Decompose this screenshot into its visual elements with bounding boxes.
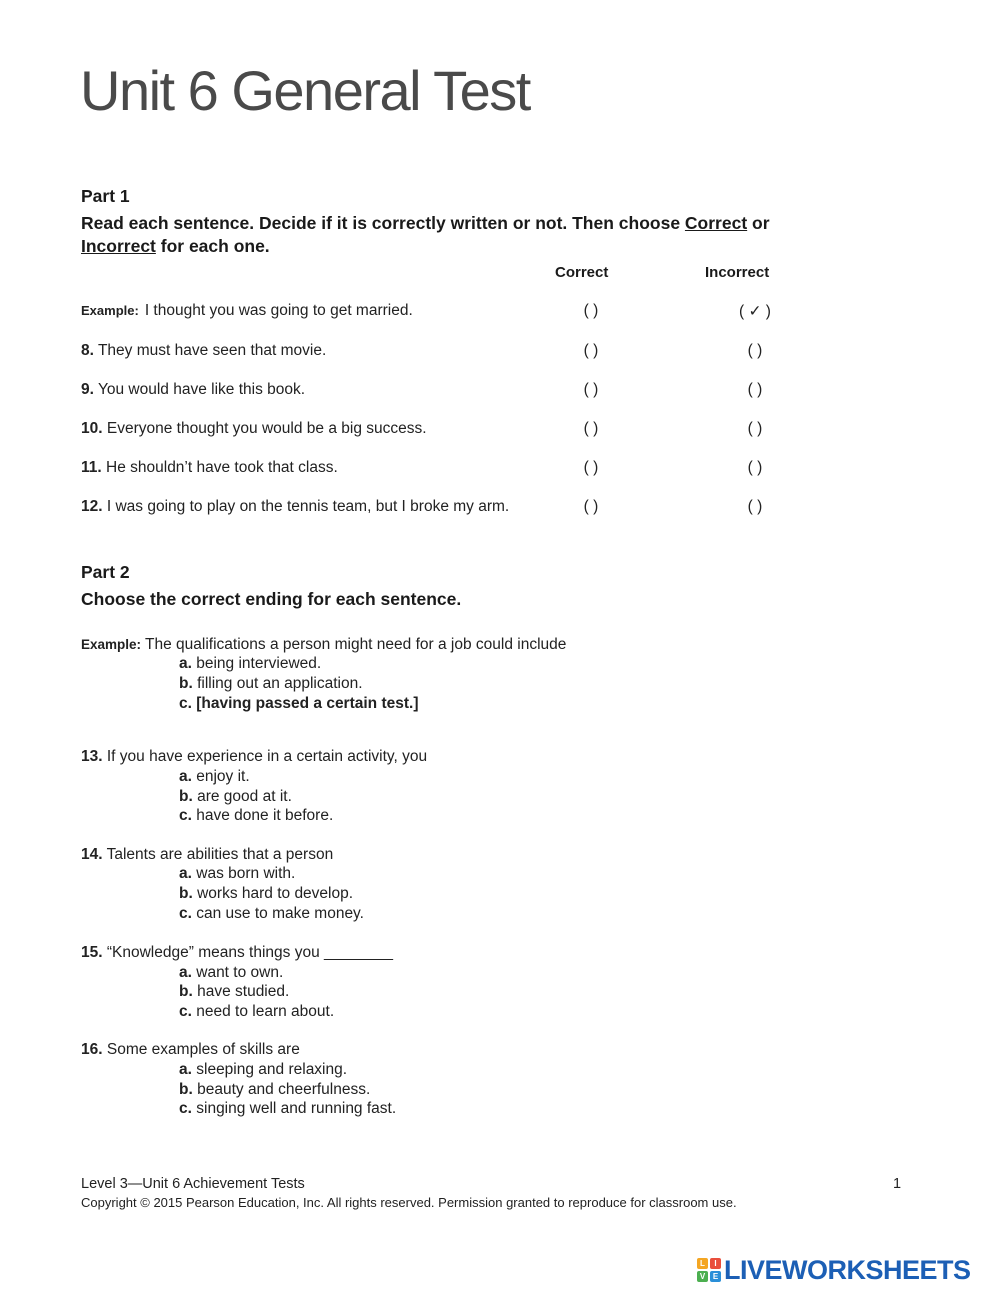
- instruction-or: or: [747, 213, 770, 233]
- item-9-correct-choice[interactable]: ( ): [583, 381, 599, 398]
- logo-tile-v: V: [697, 1271, 708, 1282]
- option-letter: a.: [179, 865, 192, 882]
- logo-tile-i: I: [710, 1258, 721, 1269]
- option-text: can use to make money.: [196, 905, 364, 922]
- item-number: 11.: [81, 459, 102, 476]
- liveworksheets-logo-icon: [697, 1258, 721, 1282]
- option-letter: c.: [179, 695, 192, 712]
- question-text: Talents are abilities that a person: [106, 846, 334, 863]
- item-11-correct-choice[interactable]: ( ): [583, 459, 599, 476]
- example-stem-text: The qualifications a person might need for a job could include: [145, 636, 567, 653]
- option-letter: b.: [179, 675, 193, 692]
- instruction-text-end: for each one.: [155, 236, 270, 256]
- option-letter: a.: [179, 964, 192, 981]
- option-text: filling out an application.: [197, 675, 363, 692]
- item-11-incorrect-choice[interactable]: ( ): [747, 459, 763, 476]
- option-text: are good at it.: [197, 788, 292, 805]
- item-number: 8.: [81, 342, 94, 359]
- item-number: 9.: [81, 381, 94, 398]
- question-15-option-b[interactable]: [179, 983, 289, 1001]
- footer-copyright: Copyright © 2015 Pearson Education, Inc. All rights reserved. Permission granted to reproduce for classroom use.: [81, 1195, 737, 1210]
- part2-instruction: Choose the correct ending for each sentence.: [81, 589, 462, 609]
- logo-tile-l: L: [697, 1258, 708, 1269]
- option-letter: b.: [179, 1081, 193, 1098]
- option-letter: a.: [179, 655, 192, 672]
- logo-tile-e: E: [710, 1271, 721, 1282]
- question-13-option-b[interactable]: [179, 788, 292, 806]
- option-letter: c.: [179, 1003, 192, 1020]
- liveworksheets-logo[interactable]: [697, 1256, 971, 1284]
- question-13-option-c[interactable]: [179, 807, 333, 825]
- item-sentence: They must have seen that movie.: [97, 342, 327, 359]
- instruction-incorrect-word: Incorrect: [81, 236, 156, 256]
- question-14-option-c[interactable]: [179, 905, 364, 923]
- question-13-option-a[interactable]: [179, 768, 250, 786]
- footer-level-text: Level 3—Unit 6 Achievement Tests: [81, 1176, 305, 1192]
- example-option-a[interactable]: [179, 655, 321, 673]
- example-label: Example:: [81, 303, 139, 318]
- item-sentence: You would have like this book.: [97, 381, 306, 398]
- option-letter: a.: [179, 768, 192, 785]
- instruction-correct-word: Correct: [684, 213, 748, 233]
- option-text: have studied.: [197, 983, 290, 1000]
- question-15-option-a[interactable]: [179, 964, 283, 982]
- option-text: sleeping and relaxing.: [196, 1061, 348, 1078]
- question-16-option-c[interactable]: [179, 1100, 396, 1118]
- part1-heading: Part 1: [81, 186, 130, 206]
- part1-item-row: [81, 381, 305, 399]
- page-number: 1: [893, 1176, 902, 1192]
- part2-example-stem: [81, 636, 566, 654]
- option-letter: b.: [179, 983, 193, 1000]
- question-14-stem: [81, 846, 333, 864]
- item-sentence: Everyone thought you would be a big success.: [106, 420, 427, 437]
- option-text: being interviewed.: [196, 655, 322, 672]
- question-16-option-b[interactable]: [179, 1081, 370, 1099]
- part1-item-row: [81, 498, 509, 516]
- option-letter: a.: [179, 1061, 192, 1078]
- part1-item-row: [81, 459, 338, 477]
- example-label: Example:: [81, 637, 142, 652]
- question-16-stem: [81, 1041, 300, 1059]
- example-option-b[interactable]: [179, 675, 363, 693]
- option-letter: c.: [179, 905, 192, 922]
- question-number: 14.: [81, 846, 103, 863]
- column-header-incorrect: Incorrect: [705, 264, 770, 281]
- question-number: 16.: [81, 1041, 103, 1058]
- question-14-option-a[interactable]: [179, 865, 295, 883]
- option-text: [having passed a certain test.]: [196, 695, 419, 712]
- question-14-option-b[interactable]: [179, 885, 353, 903]
- question-number: 15.: [81, 944, 103, 961]
- question-text: Some examples of skills are: [106, 1041, 300, 1058]
- item-8-incorrect-choice[interactable]: ( ): [747, 342, 763, 359]
- option-text: singing well and running fast.: [196, 1100, 397, 1117]
- question-13-stem: [81, 748, 427, 766]
- example-sentence: I thought you was going to get married.: [144, 302, 413, 319]
- part1-instruction: [81, 212, 881, 258]
- option-text: beauty and cheerfulness.: [197, 1081, 371, 1098]
- option-letter: c.: [179, 807, 192, 824]
- option-letter: c.: [179, 1100, 192, 1117]
- item-8-correct-choice[interactable]: ( ): [583, 342, 599, 359]
- item-9-incorrect-choice[interactable]: ( ): [747, 381, 763, 398]
- item-12-correct-choice[interactable]: ( ): [583, 498, 599, 515]
- option-letter: b.: [179, 885, 193, 902]
- question-15-stem: [81, 944, 393, 962]
- part1-item-row: [81, 342, 326, 360]
- option-text: want to own.: [196, 964, 284, 981]
- question-15-option-c[interactable]: [179, 1003, 334, 1021]
- item-12-incorrect-choice[interactable]: ( ): [747, 498, 763, 515]
- question-16-option-a[interactable]: [179, 1061, 347, 1079]
- option-text: have done it before.: [196, 807, 334, 824]
- column-header-correct: Correct: [555, 264, 609, 281]
- item-sentence: He shouldn’t have took that class.: [106, 459, 338, 476]
- item-10-incorrect-choice[interactable]: ( ): [747, 420, 763, 437]
- item-number: 10.: [81, 420, 103, 437]
- question-number: 13.: [81, 748, 103, 765]
- instruction-text: Read each sentence. Decide if it is correctly written or not. Then choose: [81, 213, 685, 233]
- page-title: Unit 6 General Test: [80, 59, 530, 122]
- option-text: need to learn about.: [196, 1003, 335, 1020]
- part1-item-row: [81, 420, 427, 438]
- question-text: If you have experience in a certain activity, you: [106, 748, 428, 765]
- option-text: was born with.: [196, 865, 296, 882]
- logo-wordmark: LIVEWORKSHEETS: [724, 1254, 971, 1285]
- part2-heading: Part 2: [81, 562, 130, 582]
- example-correct-choice[interactable]: ( ): [583, 302, 599, 319]
- option-text: enjoy it.: [196, 768, 250, 785]
- option-text: works hard to develop.: [197, 885, 354, 902]
- item-10-correct-choice[interactable]: ( ): [583, 420, 599, 437]
- part1-example-row: [81, 302, 413, 320]
- example-option-c-answer[interactable]: [179, 695, 419, 713]
- item-sentence: I was going to play on the tennis team, but I broke my arm.: [106, 498, 510, 515]
- example-incorrect-choice-checked[interactable]: ( ✓ ): [739, 303, 771, 320]
- option-letter: b.: [179, 788, 193, 805]
- question-text: “Knowledge” means things you ________: [106, 944, 393, 961]
- item-number: 12.: [81, 498, 103, 515]
